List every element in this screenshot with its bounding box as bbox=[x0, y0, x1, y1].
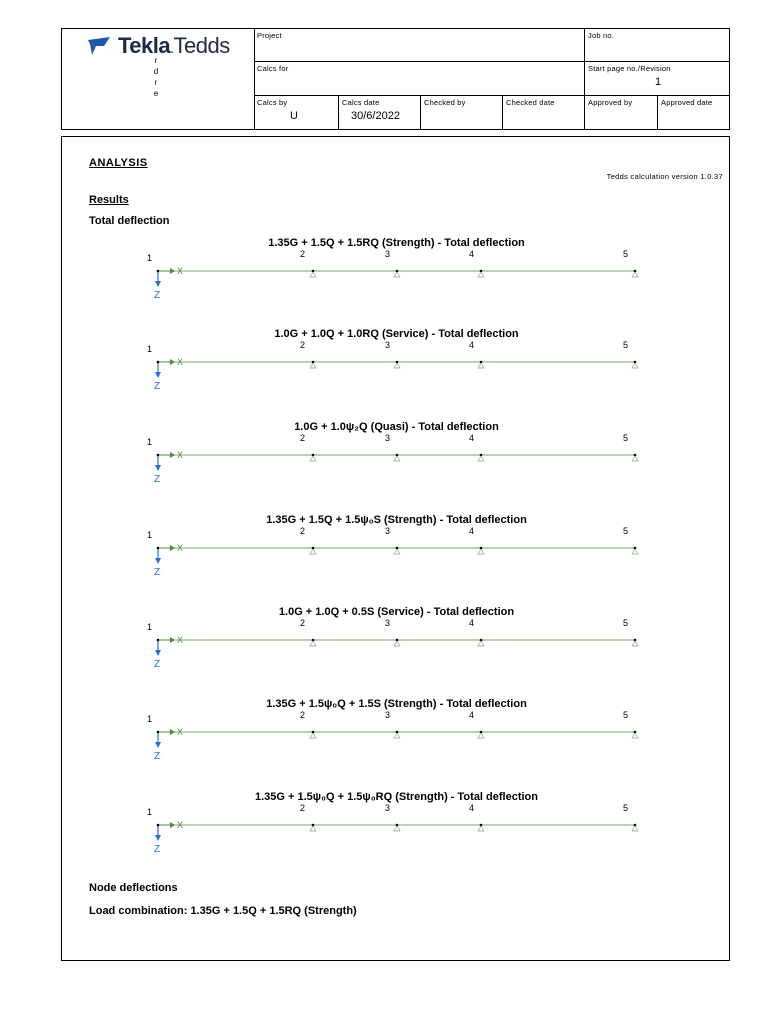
calcs-by-value: U bbox=[290, 110, 298, 122]
node-label: 4 bbox=[469, 710, 475, 720]
node-label: 3 bbox=[385, 618, 391, 628]
z-axis-label: Z bbox=[154, 844, 161, 855]
x-axis-arrowhead bbox=[170, 822, 175, 828]
calcs-by-label: Calcs by bbox=[257, 98, 288, 107]
node-label: 1 bbox=[147, 253, 153, 263]
node-label: 1 bbox=[147, 530, 153, 540]
calculation-body bbox=[61, 136, 730, 961]
z-axis-arrowhead bbox=[155, 372, 161, 378]
support-triangle-icon bbox=[310, 549, 316, 554]
diagram-title: 1.0G + 1.0ψ₂Q (Quasi) - Total deflection bbox=[294, 421, 499, 433]
node-label: 2 bbox=[300, 803, 306, 813]
x-axis-arrowhead bbox=[170, 268, 175, 274]
beam-diagram bbox=[62, 698, 731, 768]
diagram-title: 1.0G + 1.0Q + 1.0RQ (Service) - Total deflection bbox=[274, 328, 519, 340]
node-label: 2 bbox=[300, 433, 306, 443]
support-triangle-icon bbox=[632, 826, 638, 831]
deflection-diagram bbox=[62, 328, 731, 398]
node-label: 1 bbox=[147, 622, 153, 632]
x-axis-label: X bbox=[177, 450, 184, 460]
start-page-value: 1 bbox=[655, 76, 662, 88]
node-point bbox=[157, 361, 160, 364]
z-axis-label: Z bbox=[154, 474, 161, 485]
z-axis-arrowhead bbox=[155, 465, 161, 471]
node-label: 1 bbox=[147, 807, 153, 817]
checked-by-label: Checked by bbox=[424, 98, 466, 107]
side-letter: e bbox=[153, 89, 159, 98]
x-axis-label: X bbox=[177, 820, 184, 830]
support-triangle-icon bbox=[632, 272, 638, 277]
support-triangle-icon bbox=[632, 641, 638, 646]
project-label: Project bbox=[257, 31, 282, 40]
calcs-for-cell bbox=[254, 62, 584, 95]
node-label: 4 bbox=[469, 526, 475, 536]
z-axis-arrowhead bbox=[155, 281, 161, 287]
node-label: 5 bbox=[623, 433, 629, 443]
node-label: 3 bbox=[385, 803, 391, 813]
side-letters bbox=[150, 55, 162, 99]
support-triangle-icon bbox=[394, 641, 400, 646]
support-triangle-icon bbox=[394, 363, 400, 368]
node-label: 5 bbox=[623, 340, 629, 350]
node-label: 2 bbox=[300, 618, 306, 628]
beam-diagram bbox=[62, 421, 731, 491]
z-axis-arrowhead bbox=[155, 742, 161, 748]
version-text: Tedds calculation version 1.0.37 bbox=[606, 172, 723, 181]
support-triangle-icon bbox=[310, 641, 316, 646]
node-label: 5 bbox=[623, 803, 629, 813]
start-page-label: Start page no./Revision bbox=[588, 64, 671, 73]
support-triangle-icon bbox=[394, 272, 400, 277]
x-axis-label: X bbox=[177, 635, 184, 645]
job-no-cell bbox=[584, 29, 729, 61]
side-letter: r bbox=[154, 56, 158, 65]
node-label: 3 bbox=[385, 340, 391, 350]
node-point bbox=[157, 270, 160, 273]
x-axis-label: X bbox=[177, 266, 184, 276]
diagram-title: 1.35G + 1.5Q + 1.5ψ₀S (Strength) - Total deflection bbox=[266, 514, 527, 526]
node-label: 2 bbox=[300, 249, 306, 259]
node-label: 5 bbox=[623, 618, 629, 628]
side-letter: r bbox=[154, 78, 158, 87]
z-axis-label: Z bbox=[154, 567, 161, 578]
node-label: 2 bbox=[300, 526, 306, 536]
node-point bbox=[157, 547, 160, 550]
load-combination-text: Load combination: 1.35G + 1.5Q + 1.5RQ (Strength) bbox=[89, 905, 357, 917]
support-triangle-icon bbox=[478, 363, 484, 368]
x-axis-arrowhead bbox=[170, 729, 175, 735]
support-triangle-icon bbox=[310, 733, 316, 738]
deflection-diagram bbox=[62, 606, 731, 676]
z-axis-arrowhead bbox=[155, 835, 161, 841]
diagram-title: 1.35G + 1.5ψ₀Q + 1.5S (Strength) - Total deflection bbox=[266, 698, 527, 710]
node-label: 5 bbox=[623, 526, 629, 536]
checked-date-label: Checked date bbox=[506, 98, 555, 107]
support-triangle-icon bbox=[310, 456, 316, 461]
node-label: 4 bbox=[469, 249, 475, 259]
calcs-date-cell bbox=[338, 96, 420, 129]
beam-diagram bbox=[62, 514, 731, 584]
support-triangle-icon bbox=[478, 549, 484, 554]
node-label: 3 bbox=[385, 249, 391, 259]
analysis-heading: ANALYSIS bbox=[89, 157, 148, 169]
approved-by-cell bbox=[584, 96, 657, 129]
x-axis-arrowhead bbox=[170, 637, 175, 643]
project-cell bbox=[254, 29, 584, 61]
support-triangle-icon bbox=[478, 641, 484, 646]
beam-diagram bbox=[62, 328, 731, 398]
node-point bbox=[157, 454, 160, 457]
node-label: 4 bbox=[469, 340, 475, 350]
node-label: 5 bbox=[623, 249, 629, 259]
z-axis-arrowhead bbox=[155, 650, 161, 656]
node-label: 3 bbox=[385, 433, 391, 443]
support-triangle-icon bbox=[478, 456, 484, 461]
support-triangle-icon bbox=[632, 363, 638, 368]
z-axis-label: Z bbox=[154, 381, 161, 392]
start-page-cell bbox=[584, 62, 729, 95]
node-label: 1 bbox=[147, 344, 153, 354]
diagram-title: 1.35G + 1.5ψ₀Q + 1.5ψ₀RQ (Strength) - Total deflection bbox=[254, 791, 538, 803]
z-axis-label: Z bbox=[154, 751, 161, 762]
checked-date-cell bbox=[502, 96, 584, 129]
deflection-diagram bbox=[62, 421, 731, 491]
node-deflections-heading: Node deflections bbox=[89, 882, 178, 894]
beam-diagram bbox=[62, 237, 731, 307]
calcs-by-cell bbox=[254, 96, 338, 129]
support-triangle-icon bbox=[394, 456, 400, 461]
support-triangle-icon bbox=[632, 456, 638, 461]
approved-date-label: Approved date bbox=[661, 98, 713, 107]
node-label: 3 bbox=[385, 526, 391, 536]
beam-diagram bbox=[62, 606, 731, 676]
node-label: 4 bbox=[469, 803, 475, 813]
support-triangle-icon bbox=[478, 272, 484, 277]
node-label: 4 bbox=[469, 618, 475, 628]
support-triangle-icon bbox=[310, 272, 316, 277]
calcs-date-label: Calcs date bbox=[342, 98, 380, 107]
title-block bbox=[61, 28, 730, 130]
node-label: 3 bbox=[385, 710, 391, 720]
support-triangle-icon bbox=[310, 363, 316, 368]
support-triangle-icon bbox=[394, 826, 400, 831]
x-axis-label: X bbox=[177, 543, 184, 553]
deflection-diagram bbox=[62, 791, 731, 861]
support-triangle-icon bbox=[478, 826, 484, 831]
z-axis-label: Z bbox=[154, 659, 161, 670]
calcs-for-label: Calcs for bbox=[257, 64, 289, 73]
support-triangle-icon bbox=[394, 733, 400, 738]
node-point bbox=[157, 731, 160, 734]
deflection-diagram bbox=[62, 237, 731, 307]
node-point bbox=[157, 639, 160, 642]
results-heading: Results bbox=[89, 194, 129, 206]
logo-brand: Tekla bbox=[118, 33, 171, 58]
node-label: 4 bbox=[469, 433, 475, 443]
support-triangle-icon bbox=[632, 549, 638, 554]
x-axis-arrowhead bbox=[170, 359, 175, 365]
beam-diagram bbox=[62, 791, 731, 861]
diagram-title: 1.35G + 1.5Q + 1.5RQ (Strength) - Total deflection bbox=[268, 237, 525, 249]
checked-by-cell bbox=[420, 96, 502, 129]
deflection-diagram bbox=[62, 698, 731, 768]
logo-product: Tedds bbox=[173, 33, 230, 58]
total-deflection-heading: Total deflection bbox=[89, 215, 170, 227]
z-axis-label: Z bbox=[154, 290, 161, 301]
x-axis-arrowhead bbox=[170, 545, 175, 551]
side-letter: d bbox=[153, 67, 159, 76]
node-label: 5 bbox=[623, 710, 629, 720]
x-axis-arrowhead bbox=[170, 452, 175, 458]
approved-date-cell bbox=[657, 96, 729, 129]
tekla-tedds-logo: Tekla.Tedds bbox=[86, 33, 230, 59]
x-axis-label: X bbox=[177, 727, 184, 737]
support-triangle-icon bbox=[478, 733, 484, 738]
support-triangle-icon bbox=[394, 549, 400, 554]
node-point bbox=[157, 824, 160, 827]
deflection-diagram bbox=[62, 514, 731, 584]
calcs-date-value: 30/6/2022 bbox=[351, 110, 400, 122]
x-axis-label: X bbox=[177, 357, 184, 367]
node-label: 1 bbox=[147, 714, 153, 724]
job-no-label: Job no. bbox=[588, 31, 615, 40]
approved-by-label: Approved by bbox=[588, 98, 633, 107]
node-label: 1 bbox=[147, 437, 153, 447]
z-axis-arrowhead bbox=[155, 558, 161, 564]
support-triangle-icon bbox=[310, 826, 316, 831]
node-label: 2 bbox=[300, 710, 306, 720]
node-label: 2 bbox=[300, 340, 306, 350]
support-triangle-icon bbox=[632, 733, 638, 738]
diagram-title: 1.0G + 1.0Q + 0.5S (Service) - Total deflection bbox=[278, 606, 515, 618]
tekla-logo-icon bbox=[86, 36, 112, 56]
